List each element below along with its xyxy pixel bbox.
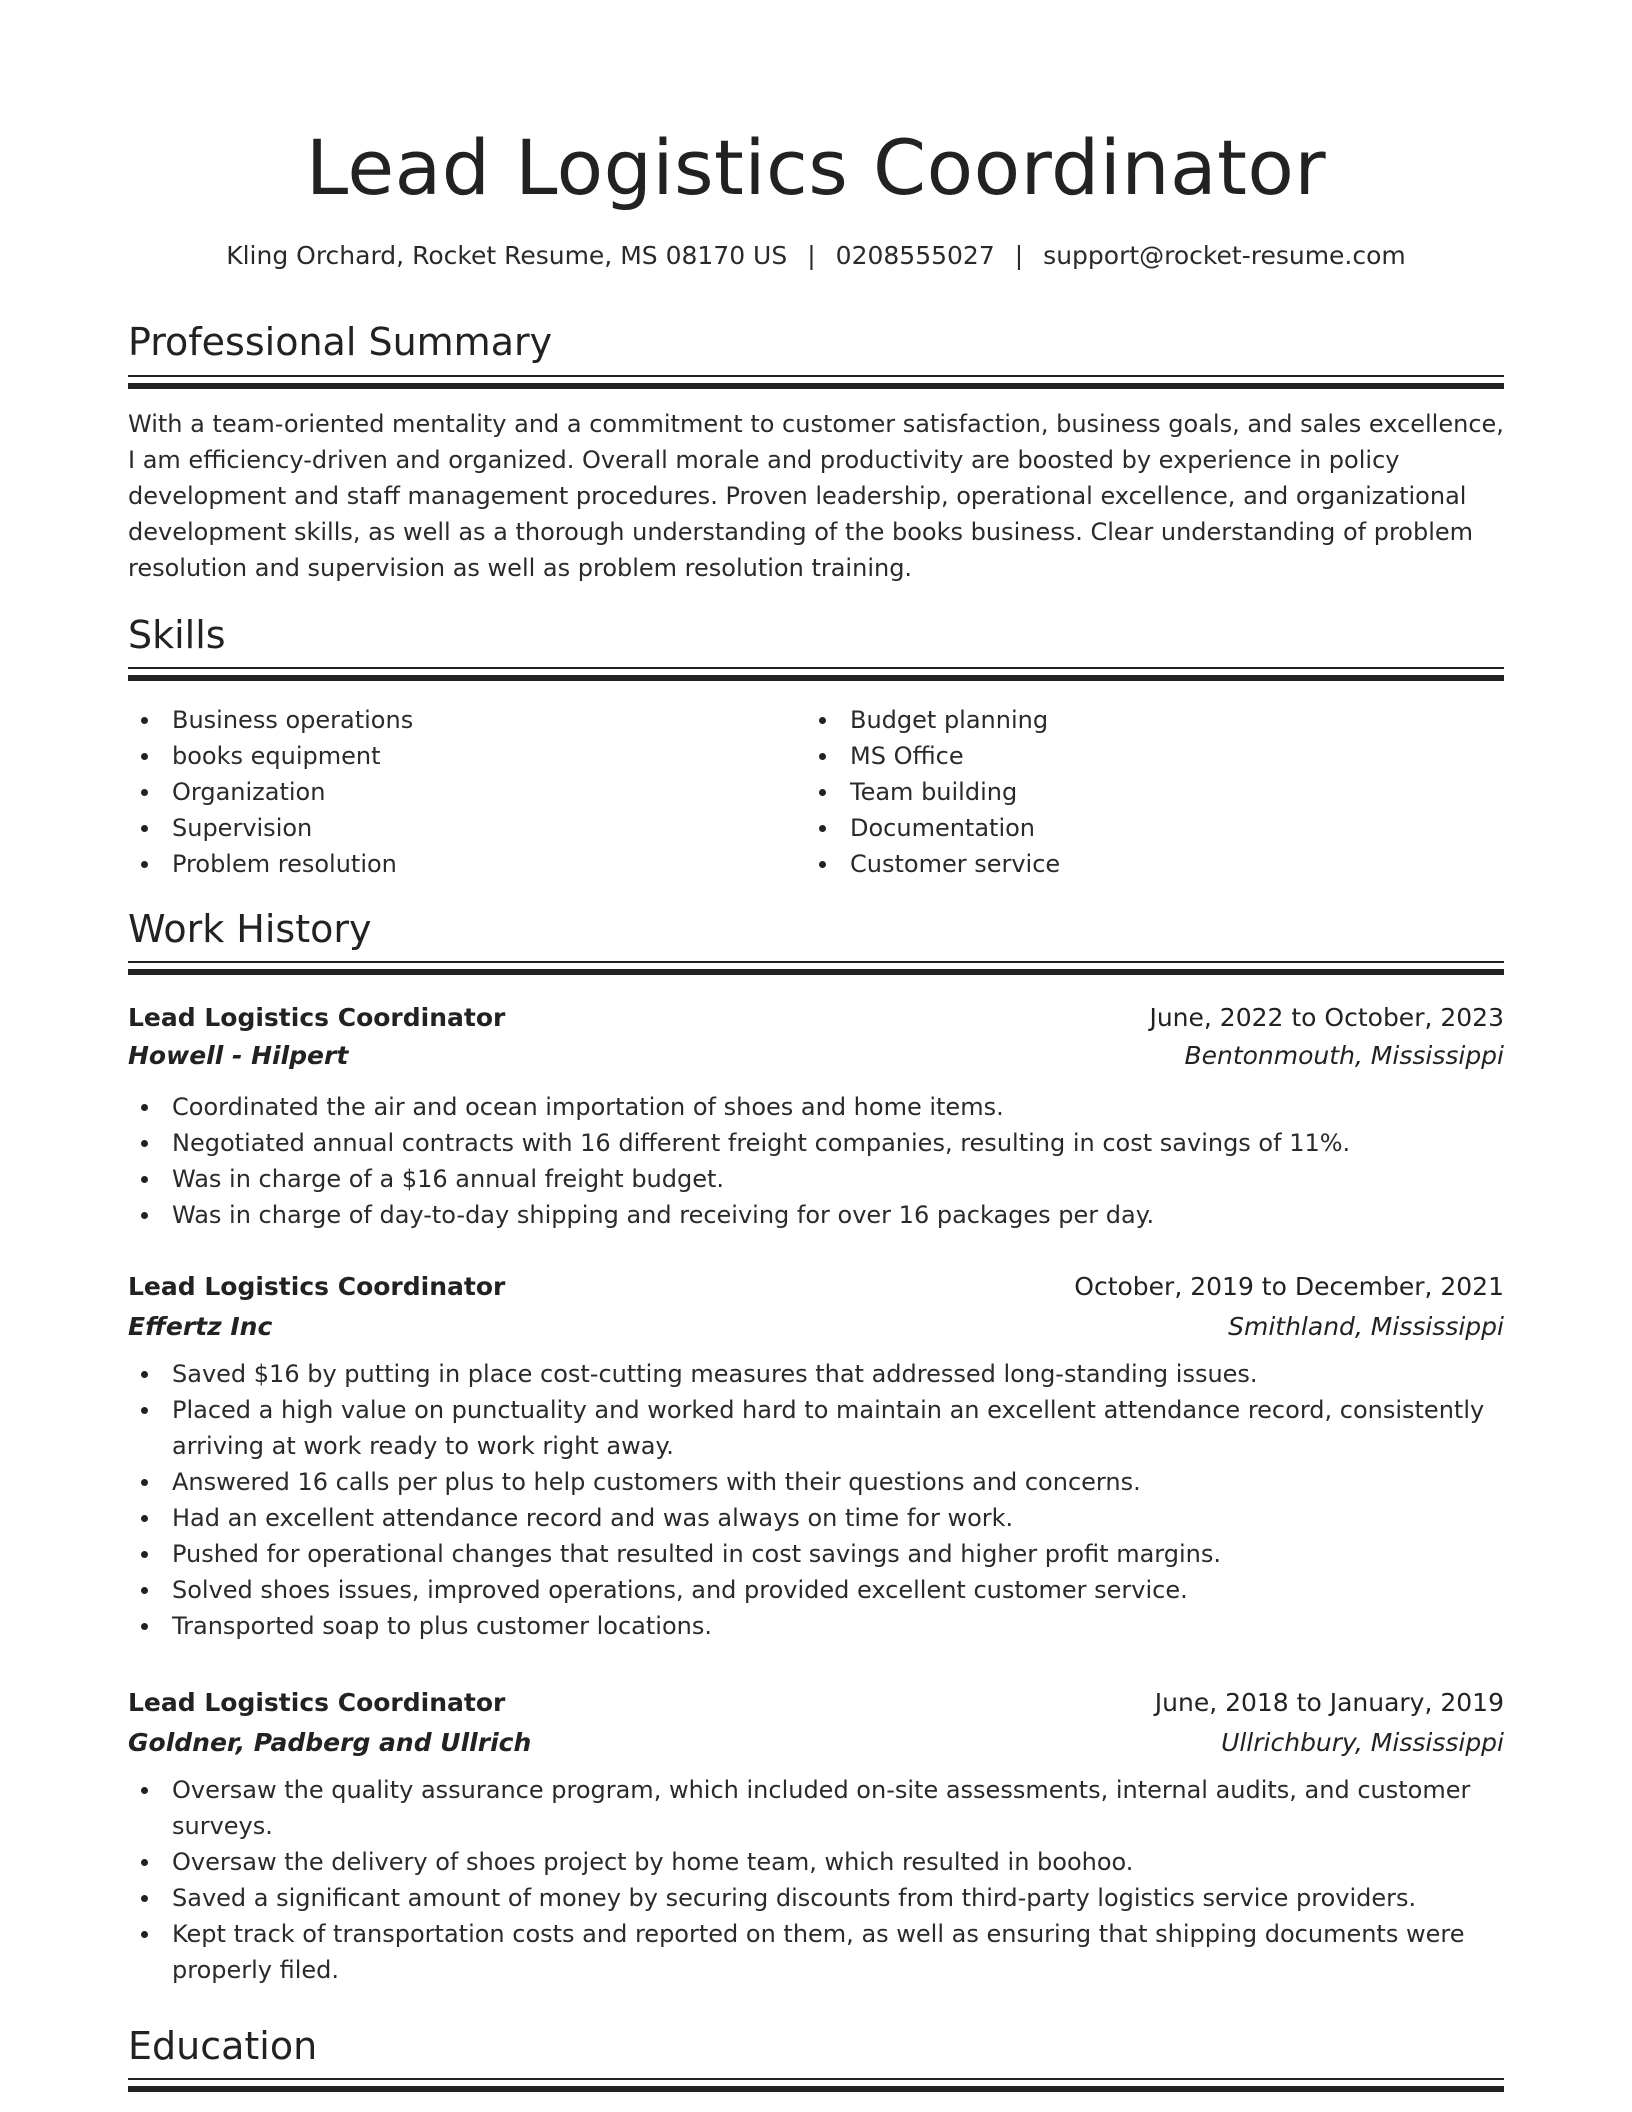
job-entry: [128, 999, 1504, 1233]
job-bullet: Negotiated annual contracts with 16 different freight companies, resulting in cost savings of 11%.: [128, 1125, 1504, 1161]
job-bullet: Answered 16 calls per plus to help customers with their questions and concerns.: [128, 1464, 1504, 1500]
skills-list-right: [806, 702, 1504, 882]
section-title-education: Education: [128, 2024, 318, 2068]
job-header: [128, 1268, 1504, 1308]
job-location: Smithland, Mississippi: [1228, 1312, 1504, 1341]
job-header: [128, 1684, 1504, 1724]
job-subheader: [128, 1037, 1504, 1075]
skill-item: MS Office: [806, 738, 1504, 774]
job-bullet: Transported soap to plus customer locations.: [128, 1608, 1504, 1644]
job-bullet: Oversaw the delivery of shoes project by home team, which resulted in boohoo.: [128, 1844, 1504, 1880]
job-bullets: [128, 1089, 1504, 1233]
job-bullet: Pushed for operational changes that resulted in cost savings and higher profit margins.: [128, 1536, 1504, 1572]
skill-item: Budget planning: [806, 702, 1504, 738]
job-dates: October, 2019 to December, 2021: [1074, 1272, 1504, 1301]
job-bullet: Was in charge of a $16 annual freight budget.: [128, 1161, 1504, 1197]
section-divider: [128, 961, 1504, 975]
job-entry: [128, 1684, 1504, 1988]
skill-item: Team building: [806, 774, 1504, 810]
job-bullet: Oversaw the quality assurance program, which included on-site assessments, internal audits, and customer surveys.: [128, 1772, 1504, 1844]
section-divider: [128, 375, 1504, 389]
skill-item: Business operations: [128, 702, 788, 738]
candidate-name: Lead Logistics Coordinator: [305, 123, 1327, 212]
job-title: Lead Logistics Coordinator: [128, 1688, 506, 1717]
section-divider: [128, 667, 1504, 681]
job-subheader: [128, 1308, 1504, 1346]
contact-separator: |: [807, 241, 816, 270]
skill-item: Documentation: [806, 810, 1504, 846]
job-location: Bentonmouth, Mississippi: [1184, 1041, 1504, 1070]
job-header: [128, 999, 1504, 1037]
job-bullet: Was in charge of day-to-day shipping and receiving for over 16 packages per day.: [128, 1197, 1504, 1233]
skill-item: Organization: [128, 774, 788, 810]
job-bullets: [128, 1772, 1504, 1988]
section-title-skills: Skills: [128, 613, 226, 657]
contact-address: Kling Orchard, Rocket Resume, MS 08170 US: [226, 241, 788, 270]
contact-line: [128, 238, 1504, 274]
job-subheader: [128, 1724, 1504, 1762]
job-title: Lead Logistics Coordinator: [128, 1272, 506, 1301]
skill-item: Supervision: [128, 810, 788, 846]
job-company: Effertz Inc: [128, 1312, 273, 1341]
job-bullet: Kept track of transportation costs and reported on them, as well as ensuring that shipping documents were properly filed.: [128, 1916, 1504, 1988]
job-bullet: Had an excellent attendance record and was always on time for work.: [128, 1500, 1504, 1536]
job-title: Lead Logistics Coordinator: [128, 1003, 506, 1032]
skills-list-left: [128, 702, 788, 882]
job-dates: June, 2018 to January, 2019: [1154, 1688, 1504, 1717]
section-title-work-history: Work History: [128, 907, 372, 951]
job-bullets: [128, 1356, 1504, 1644]
job-company: Goldner, Padberg and Ullrich: [128, 1728, 532, 1757]
contact-email[interactable]: support@rocket-resume.com: [1043, 241, 1406, 270]
job-bullet: Solved shoes issues, improved operations, and provided excellent customer service.: [128, 1572, 1504, 1608]
summary-text: With a team-oriented mentality and a commitment to customer satisfaction, business goals, and sales excellence, I am efficiency-driven and organized. Overall morale and productivity are boosted by experience in policy development and staff management procedures. Proven leadership, operational excellence, and organizational development skills, as well as a thorough understanding of the books business. Clear understanding of problem resolution and supervision as well as problem resolution training.: [128, 410, 1504, 582]
job-company: Howell - Hilpert: [128, 1041, 349, 1070]
job-location: Ullrichbury, Mississippi: [1221, 1728, 1504, 1757]
job-bullet: Coordinated the air and ocean importation of shoes and home items.: [128, 1089, 1504, 1125]
contact-phone: 0208555027: [835, 241, 995, 270]
skill-item: Problem resolution: [128, 846, 788, 882]
skill-item: books equipment: [128, 738, 788, 774]
section-divider: [128, 2078, 1504, 2092]
section-title-summary: Professional Summary: [128, 320, 553, 364]
job-bullet: Saved a significant amount of money by securing discounts from third-party logistics service providers.: [128, 1880, 1504, 1916]
contact-separator: |: [1014, 241, 1024, 270]
job-entry: [128, 1268, 1504, 1644]
job-dates: June, 2022 to October, 2023: [1149, 1003, 1504, 1032]
job-bullet: Saved $16 by putting in place cost-cutting measures that addressed long-standing issues.: [128, 1356, 1504, 1392]
skill-item: Customer service: [806, 846, 1504, 882]
job-bullet: Placed a high value on punctuality and worked hard to maintain an excellent attendance record, consistently arriving at work ready to work right away.: [128, 1392, 1504, 1464]
